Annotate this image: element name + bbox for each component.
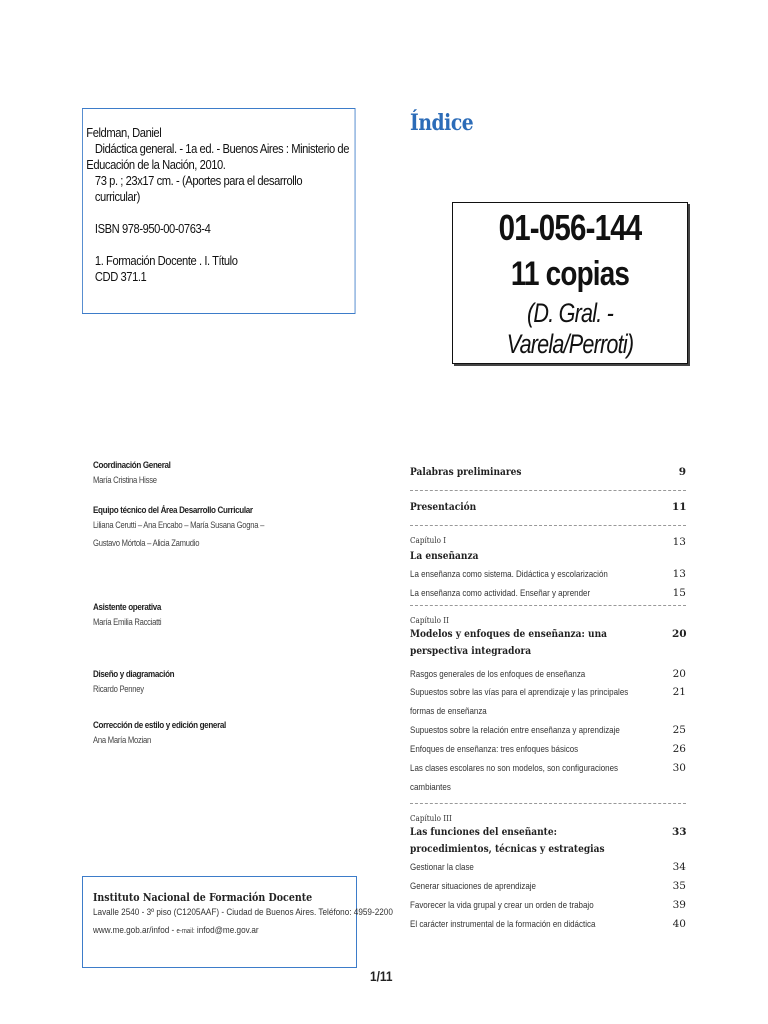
toc-section[interactable] xyxy=(410,858,686,877)
toc-section[interactable] xyxy=(410,759,686,797)
toc-section[interactable] xyxy=(410,877,686,896)
chapter-label: Capítulo III xyxy=(410,814,452,824)
toc-section[interactable] xyxy=(410,740,686,759)
credit-design xyxy=(93,669,353,698)
section-page: 30 xyxy=(672,762,686,774)
chapter-label: Capítulo I xyxy=(410,536,447,546)
toc-separator xyxy=(410,803,686,804)
catalog-subjects: 1. Formación Docente . I. Título xyxy=(94,253,238,268)
toc-entry-page: 9 xyxy=(678,466,686,478)
chapter-title: Las funciones del enseñante: procedimientos, técnicas y estrategias xyxy=(410,826,605,855)
section-page: 34 xyxy=(672,861,686,873)
stamp-copies: 11 copias xyxy=(510,255,630,293)
catalog-cdd: CDD 371.1 xyxy=(94,269,147,284)
section-title: El carácter instrumental de la formación en didáctica xyxy=(410,919,596,930)
credit-role: Diseño y diagramación xyxy=(93,669,175,680)
section-page: 21 xyxy=(672,686,686,698)
chapter-page: 33 xyxy=(672,826,687,838)
chapter-title: Modelos y enfoques de enseñanza: una perspectiva integradora xyxy=(410,628,607,657)
toc-section[interactable] xyxy=(410,584,686,603)
stamp-code: 01-056-144 xyxy=(498,207,642,248)
toc-section[interactable] xyxy=(410,896,686,915)
credit-role: Corrección de estilo y edición general xyxy=(93,720,226,731)
credit-role: Coordinación General xyxy=(93,460,171,471)
toc-section[interactable] xyxy=(410,721,686,740)
stamp-recipient: (D. Gral. - Varela/Perroti) xyxy=(506,298,634,359)
toc-entry-title: Palabras preliminares xyxy=(410,466,522,478)
credit-name: Gustavo Mórtola – Alicia Zamudio xyxy=(93,538,200,548)
institute-web-link[interactable]: www.me.gob.ar/infod - xyxy=(93,925,175,936)
catalog-author: Feldman, Daniel xyxy=(86,125,162,140)
institute-address: Lavalle 2540 - 3º piso (C1205AAF) - Ciudad de Buenos Aires. Teléfono: 4959-2200 xyxy=(93,907,393,918)
institute-contact xyxy=(93,922,319,941)
credit-role: Equipo técnico del Área Desarrollo Curricular xyxy=(93,505,253,516)
toc-separator xyxy=(410,525,686,526)
toc-entry-preliminares[interactable] xyxy=(410,466,686,478)
index-title: Índice xyxy=(410,110,474,136)
page-indicator: 1/11 xyxy=(370,968,393,984)
toc-chapter-3-title[interactable] xyxy=(410,824,686,858)
section-page: 35 xyxy=(672,880,686,892)
credit-role: Asistente operativa xyxy=(93,602,162,613)
catalog-title-line-2: Educación de la Nación, 2010. xyxy=(86,157,226,172)
catalog-extent: 73 p. ; 23x17 cm. - (Aportes para el desarrollo curricular) xyxy=(94,173,303,204)
copy-stamp xyxy=(452,202,688,364)
section-title: Favorecer la vida grupal y crear un orden de trabajo xyxy=(410,900,594,911)
section-title: Gestionar la clase xyxy=(410,862,474,873)
toc-chapter-2-label xyxy=(410,616,686,626)
toc-section[interactable] xyxy=(410,915,686,934)
toc-chapter-3-label xyxy=(410,814,686,824)
section-title: Enfoques de enseñanza: tres enfoques básicos xyxy=(410,744,579,755)
credit-name: Ricardo Penney xyxy=(93,684,144,694)
chapter-title: La enseñanza xyxy=(410,550,479,562)
toc-separator xyxy=(410,490,686,491)
section-title: La enseñanza como sistema. Didáctica y escolarización xyxy=(410,569,608,580)
credit-assistant xyxy=(93,602,353,631)
section-page: 13 xyxy=(672,568,686,580)
section-title: Supuestos sobre las vías para el aprendizaje y las principales formas de enseñanza xyxy=(410,687,629,717)
toc-entry-presentacion[interactable] xyxy=(410,501,686,513)
section-title: Generar situaciones de aprendizaje xyxy=(410,881,536,892)
institute-name: Instituto Nacional de Formación Docente xyxy=(93,891,313,904)
section-page: 26 xyxy=(672,743,686,755)
section-page: 15 xyxy=(672,587,686,599)
credit-name: Liliana Cerutti – Ana Encabo – María Susana Gogna – xyxy=(93,520,265,530)
credit-editing xyxy=(93,720,353,749)
chapter-label: Capítulo II xyxy=(410,616,449,626)
catalog-title-line-1: Didáctica general. - 1a ed. - Buenos Aires : Ministerio de xyxy=(94,141,349,156)
toc-entry-page: 11 xyxy=(672,501,687,513)
catalog-isbn: ISBN 978-950-00-0763-4 xyxy=(94,221,211,236)
toc-section[interactable] xyxy=(410,565,686,584)
credit-name: María Cristina Hisse xyxy=(93,475,157,485)
institute-box xyxy=(82,876,393,968)
toc-chapter-2-title[interactable] xyxy=(410,626,686,660)
toc-chapter-1-title[interactable] xyxy=(410,548,686,565)
credit-technical-team xyxy=(93,505,353,552)
institute-email-link[interactable]: infod@me.gov.ar xyxy=(196,925,259,936)
credit-coordination xyxy=(93,460,353,489)
toc-chapter-1-label xyxy=(410,536,686,548)
section-title: Supuestos sobre la relación entre enseñanza y aprendizaje xyxy=(410,725,620,736)
section-page: 39 xyxy=(672,899,686,911)
chapter-page: 20 xyxy=(672,628,687,640)
section-title: Rasgos generales de los enfoques de enseñanza xyxy=(410,669,586,680)
toc-separator xyxy=(410,605,686,606)
toc-entry-title: Presentación xyxy=(410,501,477,513)
credit-name: María Emilia Racciatti xyxy=(93,617,162,627)
section-title: La enseñanza como actividad. Enseñar y aprender xyxy=(410,588,591,599)
toc-section[interactable] xyxy=(410,666,686,683)
section-page: 25 xyxy=(672,724,686,736)
section-title: Las clases escolares no son modelos, son configuraciones cambiantes xyxy=(410,763,619,793)
institute-email-label: e-mail: xyxy=(176,928,195,935)
section-page: 40 xyxy=(672,918,686,930)
section-page: 20 xyxy=(672,668,686,680)
credits xyxy=(93,460,353,749)
toc-section[interactable] xyxy=(410,683,686,721)
credit-name: Ana María Mozian xyxy=(93,735,151,745)
toc-entry-page: 13 xyxy=(672,536,686,548)
catalog-record-box xyxy=(82,108,355,314)
table-of-contents xyxy=(410,466,686,934)
